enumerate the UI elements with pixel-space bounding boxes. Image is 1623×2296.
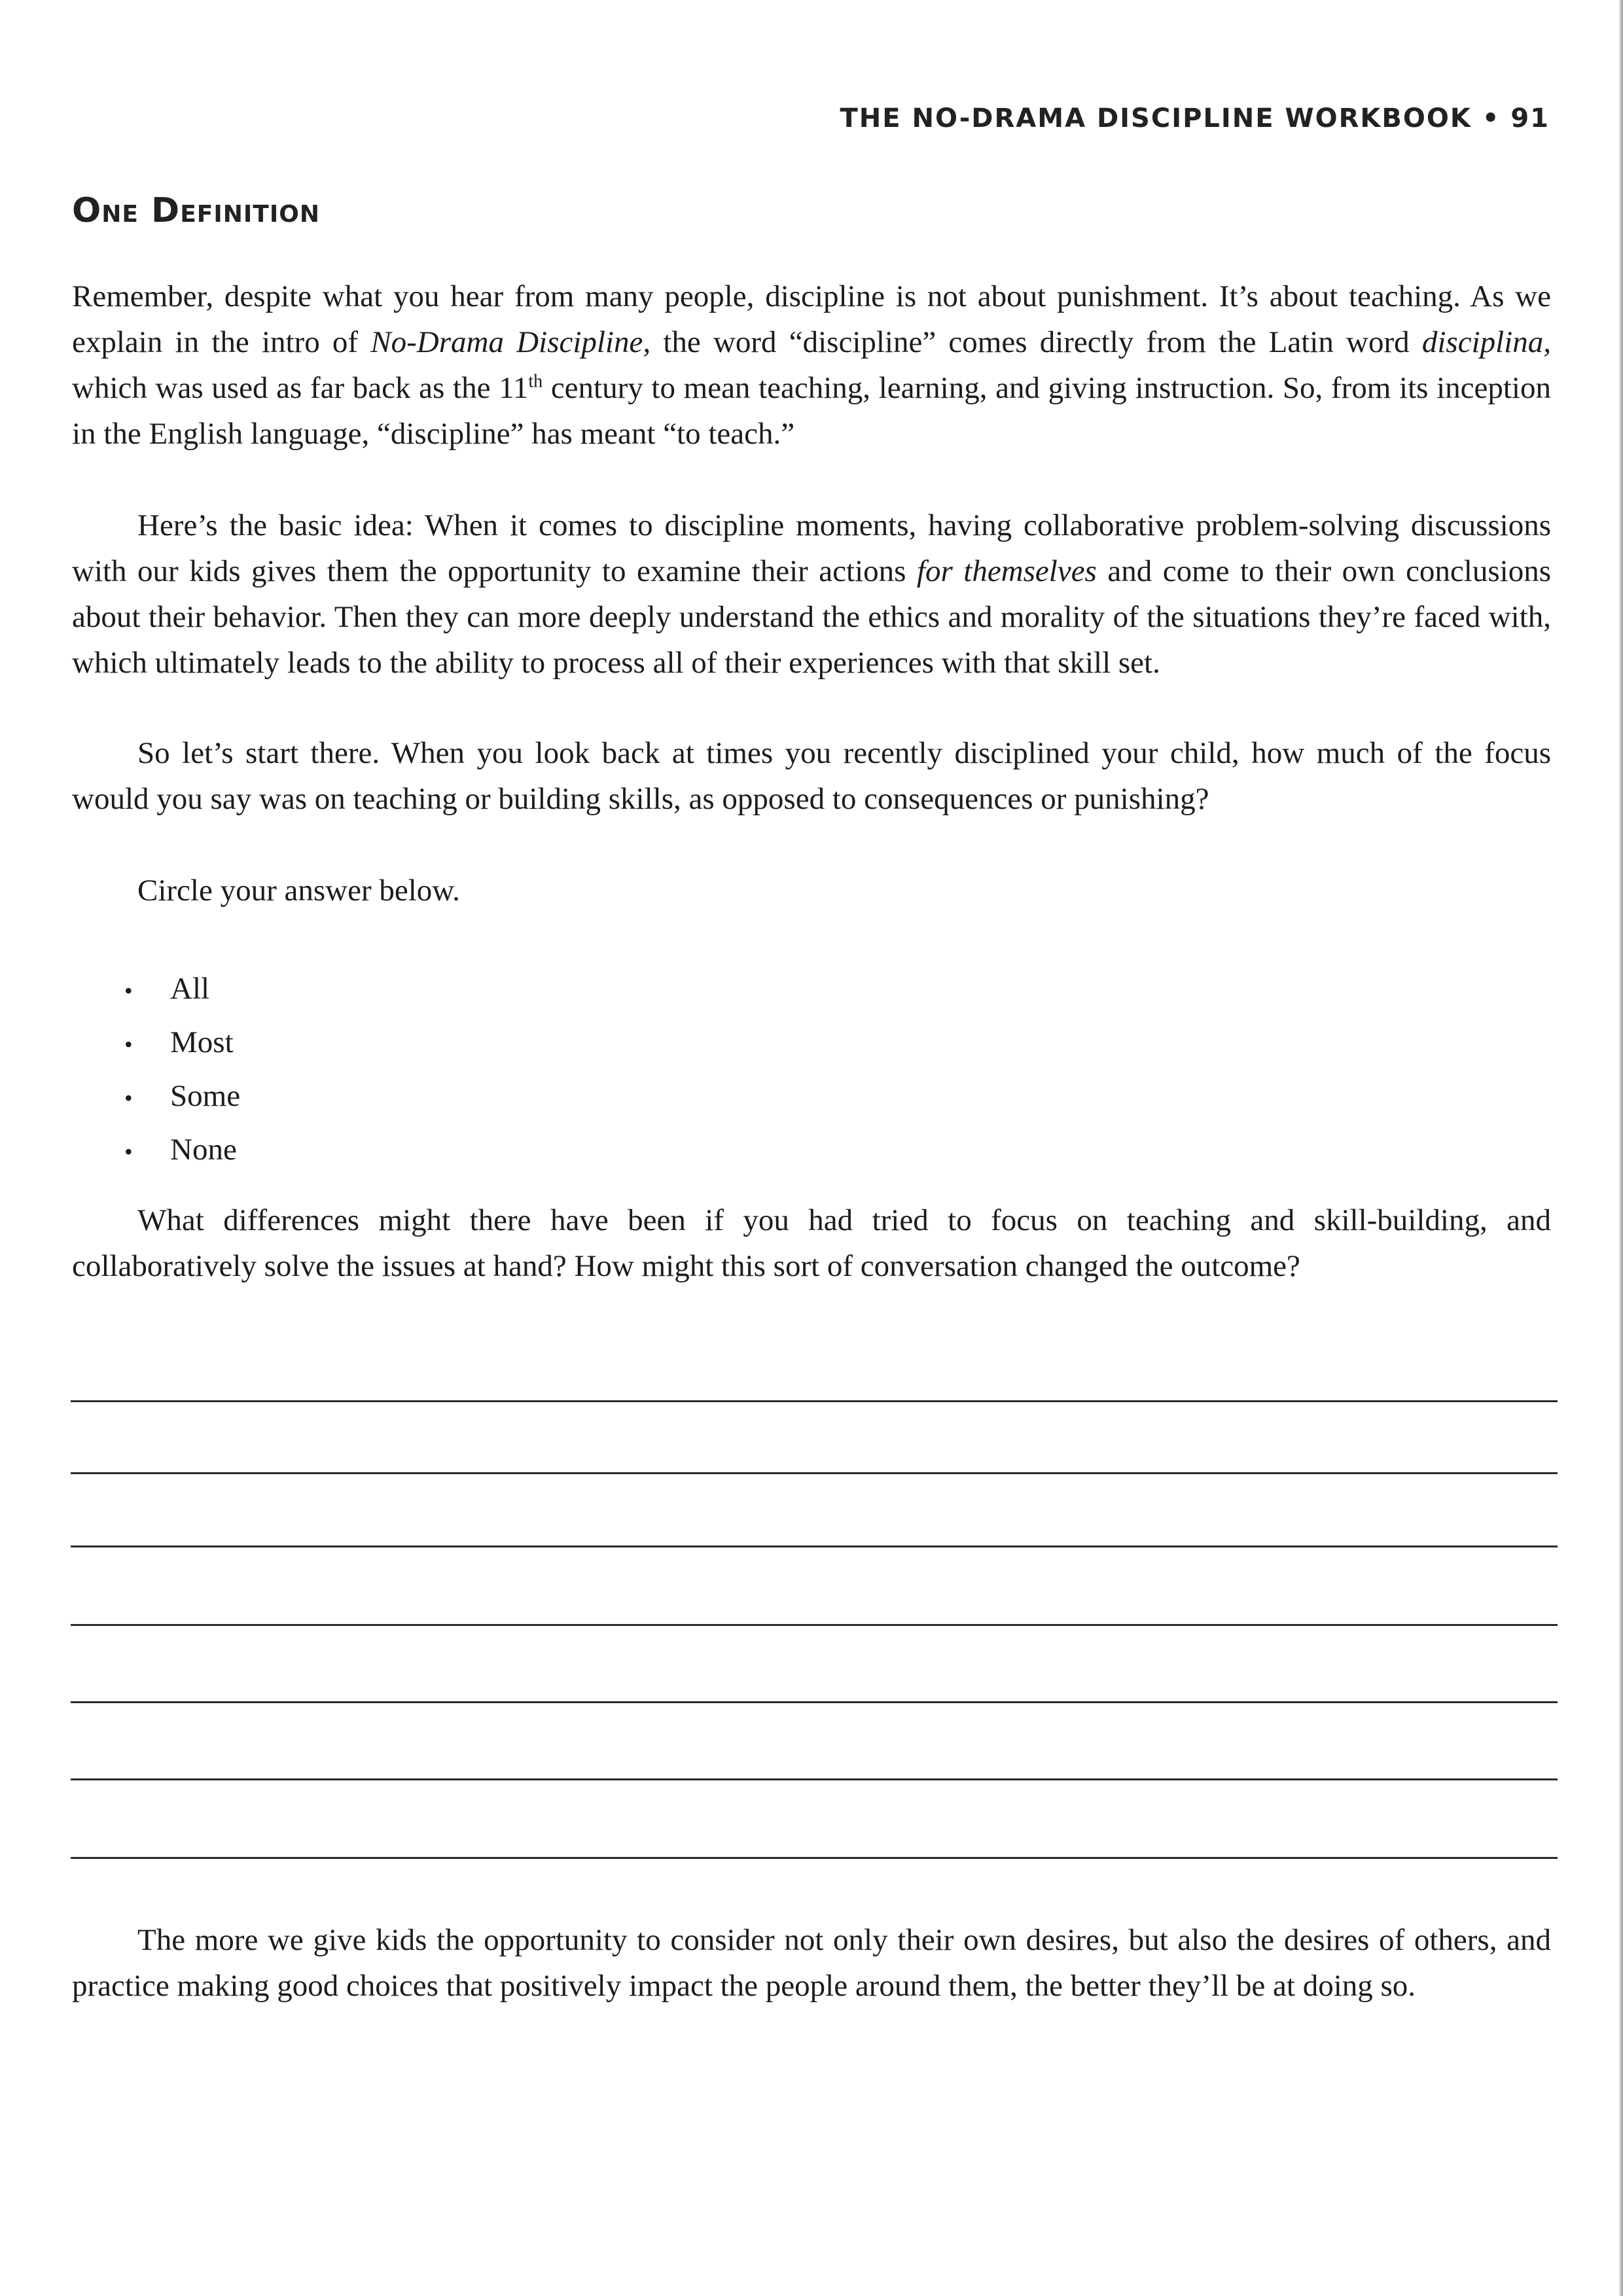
book-title: No-Drama Discipline, bbox=[370, 325, 651, 359]
answer-write-line[interactable] bbox=[71, 1624, 1558, 1626]
bullet-icon: • bbox=[124, 1139, 133, 1165]
latin-word: disciplina, bbox=[1421, 325, 1551, 359]
ordinal-suffix: th bbox=[528, 371, 543, 392]
answer-option-none[interactable]: • None bbox=[124, 1123, 240, 1176]
paragraph-reflection-question: What differences might there have been if you had tried to focus on teaching and skill-building, and collaboratively solve the issues at hand? How might this sort of conversation changed the outcome? bbox=[72, 1203, 1551, 1283]
running-header: THE NO-DRAMA DISCIPLINE WORKBOOK • 91 bbox=[840, 103, 1550, 133]
answer-write-line[interactable] bbox=[71, 1857, 1558, 1859]
paragraph-question-focus: So let’s start there. When you look back at times you recently disciplined your child, how much of the focus would you say was on teaching or building skills, as opposed to consequences or punishing? bbox=[72, 736, 1551, 816]
bullet-icon: • bbox=[124, 1085, 133, 1111]
answer-option-some[interactable]: • Some bbox=[124, 1069, 240, 1123]
paragraph-circle-instruction: Circle your answer below. bbox=[137, 874, 460, 908]
answer-write-line[interactable] bbox=[71, 1545, 1558, 1547]
answer-write-line[interactable] bbox=[71, 1701, 1558, 1703]
paragraph-discipline-definition: Remember, despite what you hear from many people, discipline is not about punishment. It’s about teaching. As we explain in the intro of No-Drama Discipline, the word “discipline” comes directly from the Latin word disciplina, which was used as far back as the 11th century to mean teaching, learning, and giving instruction. So, from its inception in the English language, “discipline” has meant “to teach.” bbox=[72, 279, 1551, 451]
section-title: One Definition bbox=[72, 191, 320, 230]
paragraph-closing: The more we give kids the opportunity to consider not only their own desires, but also the desires of others, and practice making good choices that positively impact the people around them, the better they’ll be at doing so. bbox=[72, 1923, 1551, 2003]
answer-write-line[interactable] bbox=[71, 1472, 1558, 1474]
page-edge-shadow bbox=[1619, 0, 1623, 2296]
answer-option-most[interactable]: • Most bbox=[124, 1016, 240, 1069]
paragraph-basic-idea: Here’s the basic idea: When it comes to discipline moments, having collaborative problem-solving discussions with our kids gives them the opportunity to examine their actions for themselves and come to their own conclusions about their behavior. Then they can more deeply understand the ethics and morality of the situations they’re faced with, which ultimately leads to the ability to process all of their experiences with that skill set. bbox=[72, 508, 1551, 680]
answer-option-all[interactable]: • All bbox=[124, 962, 240, 1016]
bullet-icon: • bbox=[124, 978, 133, 1004]
answer-write-line[interactable] bbox=[71, 1400, 1558, 1402]
answer-write-line[interactable] bbox=[71, 1778, 1558, 1780]
emphasis-for-themselves: for themselves bbox=[916, 554, 1097, 588]
answer-options-list bbox=[124, 962, 240, 1176]
bullet-icon: • bbox=[124, 1031, 133, 1057]
